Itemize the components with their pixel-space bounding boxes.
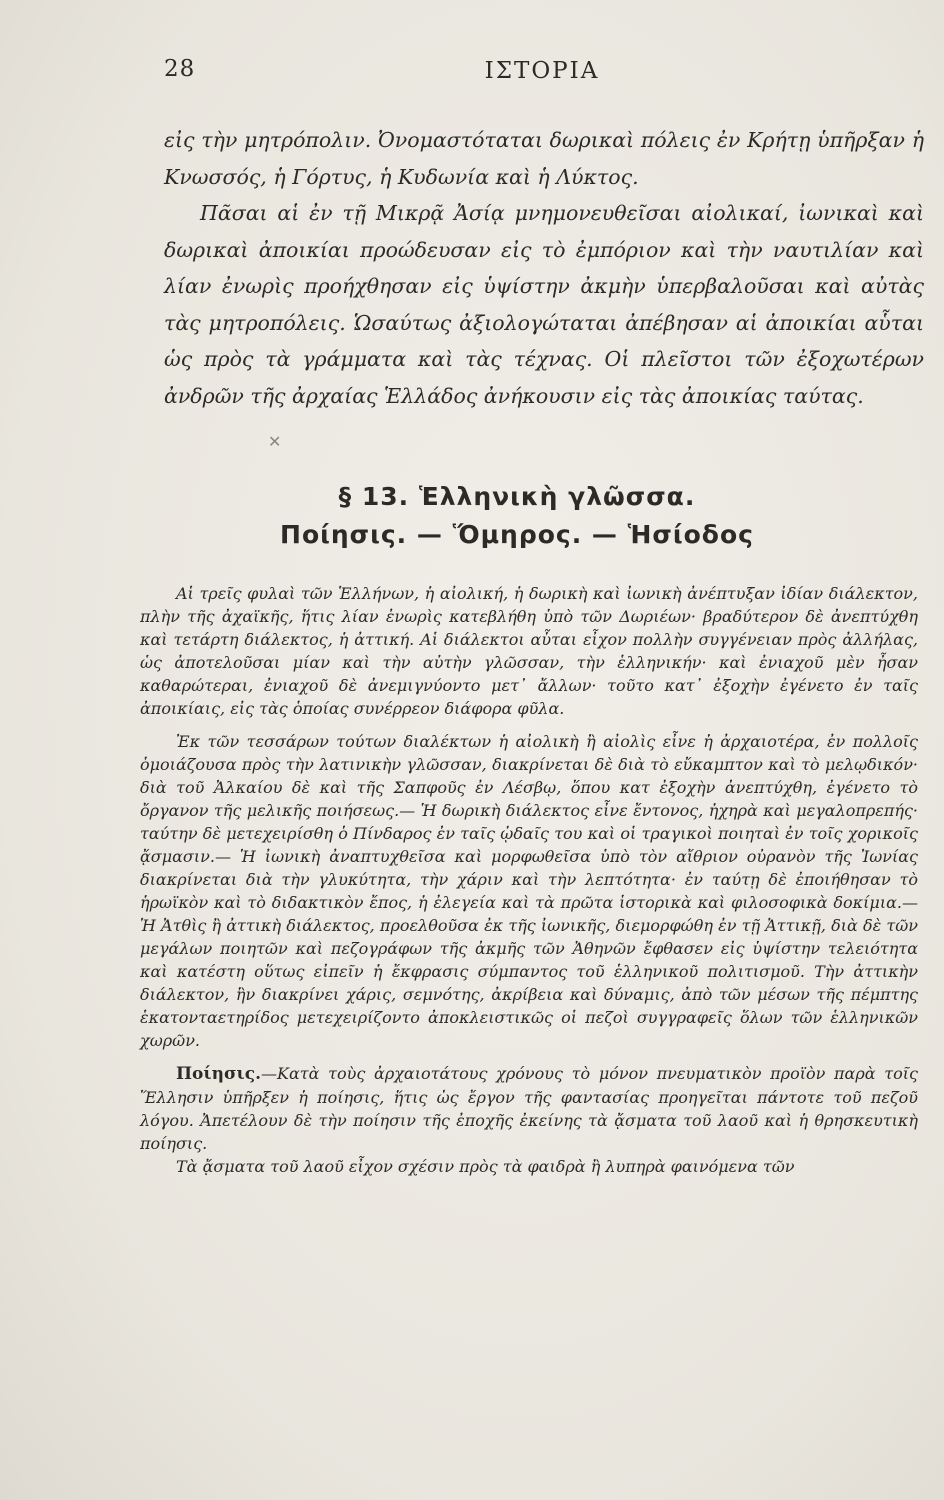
running-head: ΙΣΤΟΡΙΑ: [484, 58, 600, 84]
page-header: [0, 56, 944, 88]
body-text: [140, 582, 918, 1178]
poetry-paragraph: [140, 1062, 918, 1155]
poetry-text: —Κατὰ τοὺς ἀρχαιοτάτους χρόνους τὸ μόνον πνευματικὸν προϊὸν παρὰ τοῖς Ἕλλησιν ὑπῆρξεν ἡ ποίησις, ἥτις ὡς ἔργον τῆς φαντασίας προηγεῖται πάντοτε τοῦ πεζοῦ λόγου. Ἀπετέλουν δὲ τὴν ποίησιν τῆς ἐποχῆς ἐκείνης τὰ ᾄσματα τοῦ λαοῦ καὶ ἡ θρησκευτικὴ ποίησις.: [140, 1064, 918, 1153]
intro-text: [164, 122, 924, 414]
intro-paragraph: Πᾶσαι αἱ ἐν τῇ Μικρᾷ Ἀσίᾳ μνημονευθεῖσαι αἰολικαί, ἰωνικαὶ καὶ δωρικαὶ ἀποικίαι προώδευσαν εἰς τὸ ἐμπόριον καὶ τὴν ναυτιλίαν καὶ λίαν ἐνωρὶς προήχθησαν εἰς ὑψίστην ἀκμὴν ὑπερβαλοῦσαι καὶ αὐτὰς τὰς μητροπόλεις. Ὡσαύτως ἀξιολογώταται ἀπέβησαν αἱ ἀποικίαι αὗται ὡς πρὸς τὰ γράμματα καὶ τὰς τέχνας. Οἱ πλεῖστοι τῶν ἐξοχωτέρων ἀνδρῶν τῆς ἀρχαίας Ἑλλάδος ἀνήκουσιν εἰς τὰς ἀποικίας ταύτας.: [164, 201, 924, 408]
intro-paragraph: εἰς τὴν μητρόπολιν. Ὀνομαστόταται δωρικαὶ πόλεις ἐν Κρήτῃ ὑπῆρξαν ἡ Κνωσσός, ἡ Γόρτυς, ἡ Κυδωνία καὶ ἡ Λύκτος.: [164, 128, 924, 189]
body-paragraph: Ἐκ τῶν τεσσάρων τούτων διαλέκτων ἡ αἰολικὴ ἢ αἰολὶς εἶνε ἡ ἀρχαιοτέρα, ἐν πολλοῖς ὁμοιάζουσα πρὸς τὴν λατινικὴν γλῶσσαν, διακρίνεται δὲ διὰ τὸ εὔκαμπτον καὶ τὸ μελῳδικόν· διὰ τοῦ Ἀλκαίου δὲ καὶ τῆς Σαπφοῦς ἐν Λέσβῳ, ὅπου κατ ἐξοχὴν ἀνεπτύχθη, ἐγένετο τὸ ὄργανον τῆς μελικῆς ποιήσεως.— Ἡ δωρικὴ διάλεκτος εἶνε ἔντονος, ἠχηρὰ καὶ μεγαλοπρεπής· ταύτην δὲ μετεχειρίσθη ὁ Πίνδαρος ἐν ταῖς ᾠδαῖς του καὶ οἱ τραγικοὶ ποιηταὶ ἐν τοῖς χορικοῖς ᾄσμασιν.— Ἡ ἰωνικὴ ἀναπτυχθεῖσα καὶ μορφωθεῖσα ὑπὸ τὸν αἴθριον οὐρανὸν τῆς Ἰωνίας διακρίνεται διὰ τὴν γλυκύτητα, τὴν χάριν καὶ τὴν λεπτότητα· ἐν ταύτῃ δὲ ἐποιήθησαν τὸ ἡρωϊκὸν καὶ τὸ διδακτικὸν ἔπος, ἡ ἐλεγεία καὶ τὰ πρῶτα ἱστορικὰ καὶ φιλοσοφικὰ δοκίμια.— Ἡ Ἀτθὶς ἢ ἀττικὴ διάλεκτος, προελθοῦσα ἐκ τῆς ἰωνικῆς, διεμορφώθη ἐν τῇ Ἀττικῇ, διὰ δὲ τῶν μεγάλων ποιητῶν καὶ πεζογράφων τῆς ἀκμῆς τῶν Ἀθηνῶν ἔφθασεν εἰς ὑψίστην τελειότητα καὶ κατέστη οὕτως εἰπεῖν ἡ ἔκφρασις σύμπαντος τοῦ ἑλληνικοῦ πολιτισμοῦ. Τὴν ἀττικὴν διάλεκτον, ἣν διακρίνει χάρις, σεμνότης, ἀκρίβεια καὶ δύναμις, ἀπὸ τῶν μέσων τῆς πέμπτης ἑκατονταετηρίδος μετεχειρίζοντο ἀποκλειστικῶς οἱ πεζοὶ συγγραφεῖς ὅλων τῶν ἑλληνικῶν χωρῶν.: [140, 732, 918, 1050]
page-number: 28: [164, 56, 196, 82]
body-last-line: Τὰ ᾄσματα τοῦ λαοῦ εἶχον σχέσιν πρὸς τὰ φαιδρὰ ἢ λυπηρὰ φαινόμενα τῶν: [176, 1157, 795, 1176]
section-heading: [0, 478, 944, 554]
poetry-lead: Ποίησις.: [176, 1064, 262, 1084]
pencil-mark-icon: ✕: [268, 432, 282, 451]
body-paragraph: Αἱ τρεῖς φυλαὶ τῶν Ἑλλήνων, ἡ αἰολική, ἡ δωρικὴ καὶ ἰωνικὴ ἀνέπτυξαν ἰδίαν διάλεκτον, πλὴν τῆς ἀχαϊκῆς, ἥτις λίαν ἐνωρὶς κατεβλήθη ὑπὸ τῶν Δωριέων· βραδύτερον δὲ ἀνεπτύχθη καὶ τετάρτη διάλεκτος, ἡ ἀττική. Αἱ διάλεκτοι αὗται εἶχον πολλὴν συγγένειαν πρὸς ἀλλήλας, ὡς ἀποτελοῦσαι μίαν καὶ τὴν αὐτὴν γλῶσσαν, τὴν ἑλληνικήν· καὶ ἐνιαχοῦ μὲν ἦσαν καθαρώτεραι, ἐνιαχοῦ δὲ ἀνεμιγνύοντο μετ᾽ ἄλλων· τοῦτο κατ᾽ ἐξοχὴν ἐγένετο ἐν ταῖς ἀποικίαις, εἰς τὰς ὁποίας συνέρρεον διάφορα φῦλα.: [140, 584, 918, 718]
section-heading-line2: Ποίησις. — Ὅμηρος. — Ἡσίοδος: [280, 520, 754, 549]
section-heading-line1: § 13. Ἑλληνικὴ γλῶσσα.: [338, 482, 696, 511]
